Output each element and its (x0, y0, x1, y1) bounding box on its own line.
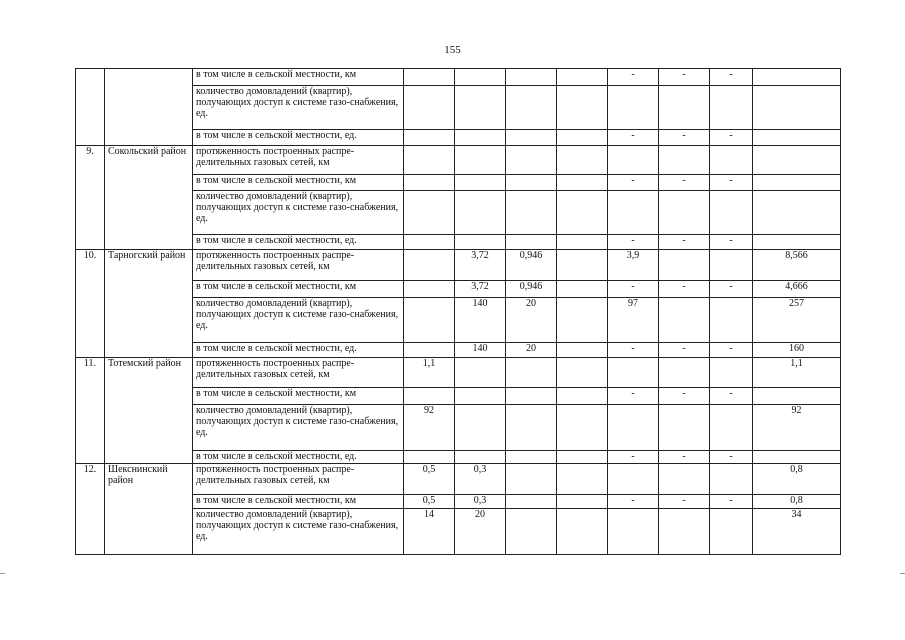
value-cell (710, 146, 753, 175)
value-cell: 3,72 (455, 281, 506, 298)
value-cell: - (659, 388, 710, 405)
value-cell: 3,72 (455, 250, 506, 281)
value-cell (506, 509, 557, 555)
value-cell: - (608, 343, 659, 358)
value-cell: - (608, 235, 659, 250)
indicator-label: количество домовладений (квартир), получающих доступ к системе газо-снабжения, ед. (193, 298, 404, 343)
value-cell: - (608, 175, 659, 191)
value-cell: - (608, 69, 659, 86)
value-cell (608, 191, 659, 235)
indicator-label: в том числе в сельской местности, ед. (193, 343, 404, 358)
value-cell (753, 130, 841, 146)
value-cell: - (710, 343, 753, 358)
value-cell (506, 191, 557, 235)
value-cell (557, 191, 608, 235)
value-cell (404, 388, 455, 405)
table-row (76, 358, 841, 388)
value-cell (659, 509, 710, 555)
district-name: Тарногский район (105, 250, 193, 358)
value-cell (506, 495, 557, 509)
indicator-label: протяженность построенных распре-делительных газовых сетей, км (193, 250, 404, 281)
value-cell (753, 146, 841, 175)
indicator-label: в том числе в сельской местности, км (193, 495, 404, 509)
row-number (76, 69, 105, 146)
value-cell (608, 509, 659, 555)
value-cell: - (659, 69, 710, 86)
value-cell (506, 464, 557, 495)
value-cell: - (710, 235, 753, 250)
value-cell: - (659, 130, 710, 146)
indicator-label: количество домовладений (квартир), получающих доступ к системе газо-снабжения, ед. (193, 405, 404, 451)
value-cell: 14 (404, 509, 455, 555)
table-row (76, 464, 841, 495)
value-cell (557, 298, 608, 343)
row-number: 12. (76, 464, 105, 555)
value-cell: 20 (506, 298, 557, 343)
value-cell (557, 281, 608, 298)
value-cell (455, 358, 506, 388)
value-cell (455, 405, 506, 451)
value-cell (659, 191, 710, 235)
value-cell (404, 343, 455, 358)
scan-edge-mark (0, 573, 5, 574)
value-cell: 97 (608, 298, 659, 343)
value-cell: 0,8 (753, 495, 841, 509)
value-cell (506, 358, 557, 388)
value-cell (608, 86, 659, 130)
value-cell: 4,666 (753, 281, 841, 298)
value-cell (506, 451, 557, 464)
value-cell (455, 235, 506, 250)
value-cell: - (710, 451, 753, 464)
value-cell (557, 86, 608, 130)
value-cell: - (659, 235, 710, 250)
district-name (105, 69, 193, 146)
value-cell (557, 405, 608, 451)
value-cell (404, 451, 455, 464)
value-cell (404, 250, 455, 281)
value-cell: 0,5 (404, 495, 455, 509)
value-cell (455, 451, 506, 464)
value-cell: - (608, 130, 659, 146)
value-cell: - (659, 175, 710, 191)
value-cell (404, 146, 455, 175)
row-number: 9. (76, 146, 105, 250)
value-cell (659, 298, 710, 343)
value-cell (753, 69, 841, 86)
value-cell (608, 146, 659, 175)
value-cell: - (659, 451, 710, 464)
value-cell (557, 358, 608, 388)
indicator-label: в том числе в сельской местности, ед. (193, 235, 404, 250)
value-cell (506, 130, 557, 146)
value-cell (753, 175, 841, 191)
indicator-label: протяженность построенных распре-делительных газовых сетей, км (193, 464, 404, 495)
value-cell (404, 298, 455, 343)
value-cell: 92 (404, 405, 455, 451)
value-cell (710, 191, 753, 235)
value-cell (659, 250, 710, 281)
value-cell (455, 146, 506, 175)
value-cell: - (608, 495, 659, 509)
value-cell (557, 388, 608, 405)
value-cell (753, 235, 841, 250)
value-cell: 160 (753, 343, 841, 358)
value-cell: - (608, 281, 659, 298)
page-number: 155 (444, 44, 461, 56)
value-cell (659, 86, 710, 130)
value-cell (557, 451, 608, 464)
value-cell (404, 69, 455, 86)
table-row (76, 69, 841, 86)
value-cell (710, 464, 753, 495)
value-cell (506, 69, 557, 86)
row-number: 11. (76, 358, 105, 464)
value-cell (404, 281, 455, 298)
value-cell: - (710, 495, 753, 509)
indicator-label: в том числе в сельской местности, км (193, 69, 404, 86)
value-cell (710, 358, 753, 388)
value-cell (608, 405, 659, 451)
value-cell (659, 464, 710, 495)
row-number: 10. (76, 250, 105, 358)
indicator-label: количество домовладений (квартир), получающих доступ к системе газо-снабжения, ед. (193, 86, 404, 130)
value-cell (506, 388, 557, 405)
indicator-label: количество домовладений (квартир), получающих доступ к системе газо-снабжения, ед. (193, 191, 404, 235)
value-cell: - (710, 69, 753, 86)
indicator-label: в том числе в сельской местности, ед. (193, 451, 404, 464)
indicator-label: в том числе в сельской местности, км (193, 175, 404, 191)
value-cell: 0,3 (455, 464, 506, 495)
value-cell (404, 191, 455, 235)
value-cell (455, 69, 506, 86)
value-cell: 92 (753, 405, 841, 451)
value-cell (404, 235, 455, 250)
value-cell (710, 250, 753, 281)
value-cell (557, 175, 608, 191)
value-cell: - (608, 388, 659, 405)
value-cell (753, 191, 841, 235)
district-name: Сокольский район (105, 146, 193, 250)
value-cell: 1,1 (404, 358, 455, 388)
value-cell (753, 388, 841, 405)
value-cell (659, 146, 710, 175)
value-cell (455, 388, 506, 405)
value-cell: 0,946 (506, 250, 557, 281)
value-cell: - (659, 343, 710, 358)
indicator-label: количество домовладений (квартир), получающих доступ к системе газо-снабжения, ед. (193, 509, 404, 555)
value-cell (710, 86, 753, 130)
value-cell (455, 130, 506, 146)
value-cell (710, 298, 753, 343)
value-cell: 20 (455, 509, 506, 555)
value-cell (557, 235, 608, 250)
value-cell (506, 235, 557, 250)
value-cell (753, 451, 841, 464)
value-cell: 0,3 (455, 495, 506, 509)
value-cell: 20 (506, 343, 557, 358)
value-cell (557, 69, 608, 86)
value-cell: - (710, 175, 753, 191)
value-cell (506, 146, 557, 175)
value-cell (455, 86, 506, 130)
value-cell: - (659, 281, 710, 298)
value-cell (404, 86, 455, 130)
value-cell (455, 175, 506, 191)
value-cell: - (710, 388, 753, 405)
value-cell (608, 358, 659, 388)
value-cell: 140 (455, 343, 506, 358)
value-cell (557, 146, 608, 175)
value-cell (608, 464, 659, 495)
indicator-label: протяженность построенных распре-делительных газовых сетей, км (193, 146, 404, 175)
table-row (76, 146, 841, 175)
value-cell (506, 175, 557, 191)
value-cell (557, 495, 608, 509)
value-cell (659, 358, 710, 388)
district-name: Шекснинский район (105, 464, 193, 555)
value-cell: 0,8 (753, 464, 841, 495)
value-cell (557, 509, 608, 555)
value-cell (557, 130, 608, 146)
value-cell: 140 (455, 298, 506, 343)
value-cell: 257 (753, 298, 841, 343)
indicator-label: в том числе в сельской местности, ед. (193, 130, 404, 146)
value-cell (753, 86, 841, 130)
value-cell: 1,1 (753, 358, 841, 388)
value-cell: 0,946 (506, 281, 557, 298)
gas-network-table (75, 68, 841, 555)
value-cell: 8,566 (753, 250, 841, 281)
value-cell: 0,5 (404, 464, 455, 495)
value-cell: 3,9 (608, 250, 659, 281)
value-cell (455, 191, 506, 235)
value-cell (506, 405, 557, 451)
value-cell: - (659, 495, 710, 509)
indicator-label: в том числе в сельской местности, км (193, 388, 404, 405)
value-cell: - (608, 451, 659, 464)
value-cell (404, 175, 455, 191)
value-cell (710, 405, 753, 451)
value-cell (659, 405, 710, 451)
value-cell: - (710, 281, 753, 298)
scan-edge-mark (900, 573, 905, 574)
value-cell (404, 130, 455, 146)
value-cell (710, 509, 753, 555)
indicator-label: в том числе в сельской местности, км (193, 281, 404, 298)
district-name: Тотемский район (105, 358, 193, 464)
value-cell (557, 464, 608, 495)
table-row (76, 250, 841, 281)
value-cell: 34 (753, 509, 841, 555)
value-cell (506, 86, 557, 130)
value-cell (557, 250, 608, 281)
value-cell (557, 343, 608, 358)
value-cell: - (710, 130, 753, 146)
indicator-label: протяженность построенных распре-делительных газовых сетей, км (193, 358, 404, 388)
